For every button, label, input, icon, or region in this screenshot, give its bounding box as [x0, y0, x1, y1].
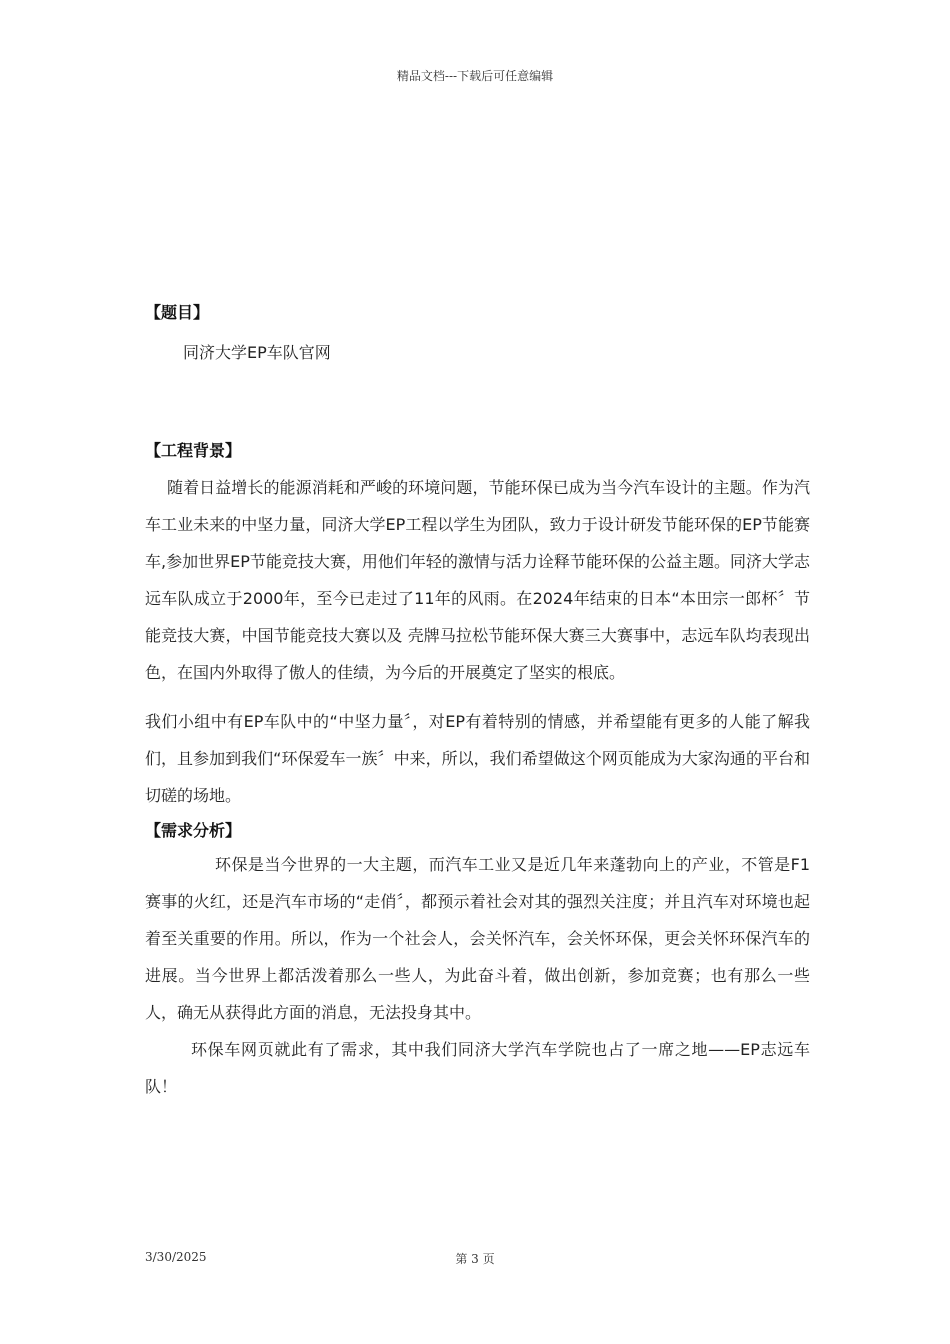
- background-heading: 【工程背景】: [145, 441, 242, 460]
- background-paragraph-1: 随着日益增长的能源消耗和严峻的环境问题，节能环保已成为当今汽车设计的主题。作为汽车工业未来的中坚力量，同济大学EP工程以学生为团队，致力于设计研发节能环保的EP节能赛车,参加世界EP节能竞技大赛，用他们年轻的激情与活力诠释节能环保的公益主题。同济大学志远车队成立于2000年，至今已走过了11年的风雨。在2024年结束的日本“本田宗一郎杯〞节能竞技大赛，中国节能竞技大赛以及 壳牌马拉松节能环保大赛三大赛事中，志远车队均表现出色，在国内外取得了傲人的佳绩，为今后的开展奠定了坚实的根底。: [145, 478, 810, 682]
- footer-date: 3/30/2025: [145, 1250, 207, 1264]
- background-paragraph-2: 我们小组中有EP车队中的“中坚力量〞，对EP有着特别的情感，并希望能有更多的人能了解我们，且参加到我们“环保爱车一族〞中来，所以，我们希望做这个网页能成为大家沟通的平台和切磋的场地。: [145, 712, 810, 805]
- page-header: 精品文档---下载后可任意编辑: [396, 69, 554, 83]
- document-body: [145, 300, 810, 1105]
- title-text: 同济大学EP车队官网: [183, 343, 331, 362]
- needs-paragraph-2: 环保车网页就此有了需求，其中我们同济大学汽车学院也占了一席之地——EP志远车队！: [145, 1040, 810, 1096]
- needs-heading: 【需求分析】: [145, 821, 242, 840]
- footer-page-number: 第 3 页: [455, 1252, 495, 1266]
- needs-paragraph-1: 环保是当今世界的一大主题，而汽车工业又是近几年来蓬勃向上的产业，不管是F1赛事的火红，还是汽车市场的“走俏〞，都预示着社会对其的强烈关注度；并且汽车对环境也起着至关重要的作用。所以，作为一个社会人，会关怀汽车，会关怀环保，更会关怀环保汽车的进展。当今世界上都活泼着那么一些人，为此奋斗着，做出创新，参加竞赛；也有那么一些人，确无从获得此方面的消息，无法投身其中。: [145, 855, 810, 1022]
- title-heading: 【题目】: [145, 303, 210, 322]
